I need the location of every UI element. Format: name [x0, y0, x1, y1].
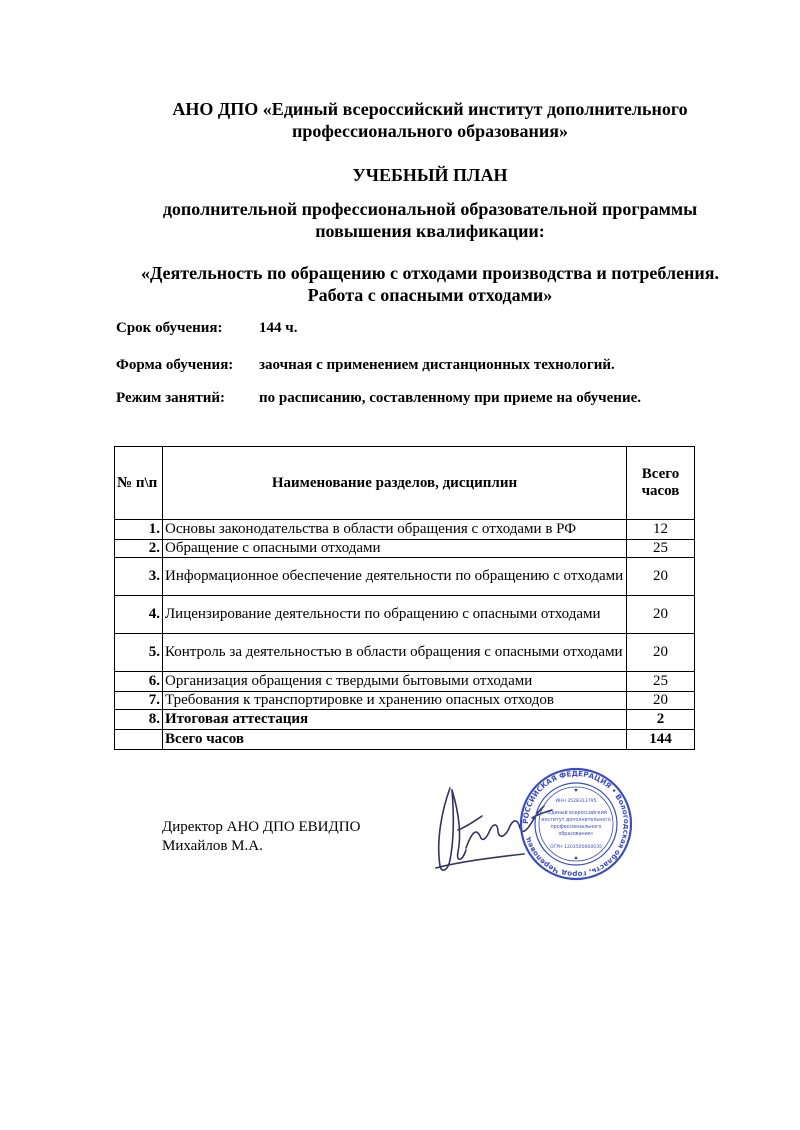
row-number: 5.: [115, 634, 163, 672]
row-number: 1.: [115, 520, 163, 540]
row-number: 7.: [115, 692, 163, 710]
row-name: Контроль за деятельностью в области обращения с опасными отходами: [163, 634, 627, 672]
row-number: 6.: [115, 672, 163, 692]
table-row: [115, 710, 695, 730]
row-hours: 20: [627, 692, 695, 710]
form-value: заочная с применением дистанционных технологий.: [259, 357, 615, 373]
organization-name: [80, 98, 780, 142]
header-hours: [627, 447, 695, 520]
form-label: Форма обучения:: [116, 357, 234, 373]
schedule-row: [116, 390, 641, 407]
subtitle-line-1: дополнительной профессиональной образовательной программы: [162, 199, 698, 219]
program-line-2: Работа с опасными отходами»: [307, 285, 553, 305]
row-name: Организация обращения с твердыми бытовыми отходами: [163, 672, 627, 692]
row-name: Итоговая аттестация: [163, 710, 627, 730]
duration-row: [116, 320, 298, 337]
table-row: [115, 596, 695, 634]
row-name: Информационное обеспечение деятельности по обращению с отходами: [163, 558, 627, 596]
row-name: Обращение с опасными отходами: [163, 540, 627, 558]
total-number: [115, 730, 163, 750]
header-name: Наименование разделов, дисциплин: [163, 447, 627, 520]
org-line-1: АНО ДПО «Единый всероссийский институт дополнительного: [172, 99, 688, 119]
director-name: Михайлов М.А.: [162, 838, 263, 854]
table-header-row: [115, 447, 695, 520]
table-row: [115, 558, 695, 596]
organization-stamp: [518, 766, 634, 882]
stamp-outer-text: РОССИЙСКАЯ ФЕДЕРАЦИЯ • Вологодская область, город Череповец: [520, 768, 632, 880]
svg-text:институт дополнительного: институт дополнительного: [541, 818, 611, 823]
director-title: Директор АНО ДПО ЕВИДПО: [162, 819, 361, 835]
row-number: 3.: [115, 558, 163, 596]
schedule-label: Режим занятий:: [116, 390, 226, 406]
table-row: [115, 692, 695, 710]
header-hours-line-1: Всего: [641, 466, 680, 482]
row-name: Основы законодательства в области обращения с отходами в РФ: [163, 520, 627, 540]
table-row: [115, 540, 695, 558]
table-total-row: [115, 730, 695, 750]
form-row: [116, 357, 615, 374]
total-label: Всего часов: [163, 730, 627, 750]
header-hours-line-2: часов: [641, 483, 680, 499]
row-name: Лицензирование деятельности по обращению с опасными отходами: [163, 596, 627, 634]
row-hours: 20: [627, 558, 695, 596]
row-hours: 12: [627, 520, 695, 540]
total-hours: 144: [627, 730, 695, 750]
header-number: № п\п: [115, 447, 163, 520]
table-row: [115, 634, 695, 672]
row-hours: 25: [627, 540, 695, 558]
document-title: УЧЕБНЫЙ ПЛАН: [352, 165, 508, 185]
row-number: 2.: [115, 540, 163, 558]
org-line-2: профессионального образования»: [291, 121, 569, 141]
row-hours: 25: [627, 672, 695, 692]
program-name: [80, 262, 780, 306]
program-line-1: «Деятельность по обращению с отходами производства и потребления.: [140, 263, 720, 283]
row-hours: 2: [627, 710, 695, 730]
subtitle-line-2: повышения квалификации:: [315, 221, 545, 241]
svg-text:«Единый всероссийский: «Единый всероссийский: [545, 811, 607, 816]
row-number: 4.: [115, 596, 163, 634]
row-hours: 20: [627, 596, 695, 634]
document-subtitle: [80, 198, 780, 242]
svg-text:образования»: образования»: [558, 832, 594, 837]
row-name: Требования к транспортировке и хранению опасных отходов: [163, 692, 627, 710]
stamp-inn: ИНН 3528313795: [555, 799, 597, 804]
stamp-ogrn: ОГРН 1203500000035: [549, 845, 603, 850]
director-signoff: [162, 818, 360, 856]
duration-value: 144 ч.: [259, 320, 298, 336]
curriculum-table: [114, 446, 695, 750]
duration-label: Срок обучения:: [116, 320, 223, 336]
table-row: [115, 520, 695, 540]
table-row: [115, 672, 695, 692]
svg-text:профессионального: профессионального: [550, 825, 602, 830]
row-number: 8.: [115, 710, 163, 730]
row-hours: 20: [627, 634, 695, 672]
schedule-value: по расписанию, составленному при приеме на обучение.: [259, 390, 641, 406]
